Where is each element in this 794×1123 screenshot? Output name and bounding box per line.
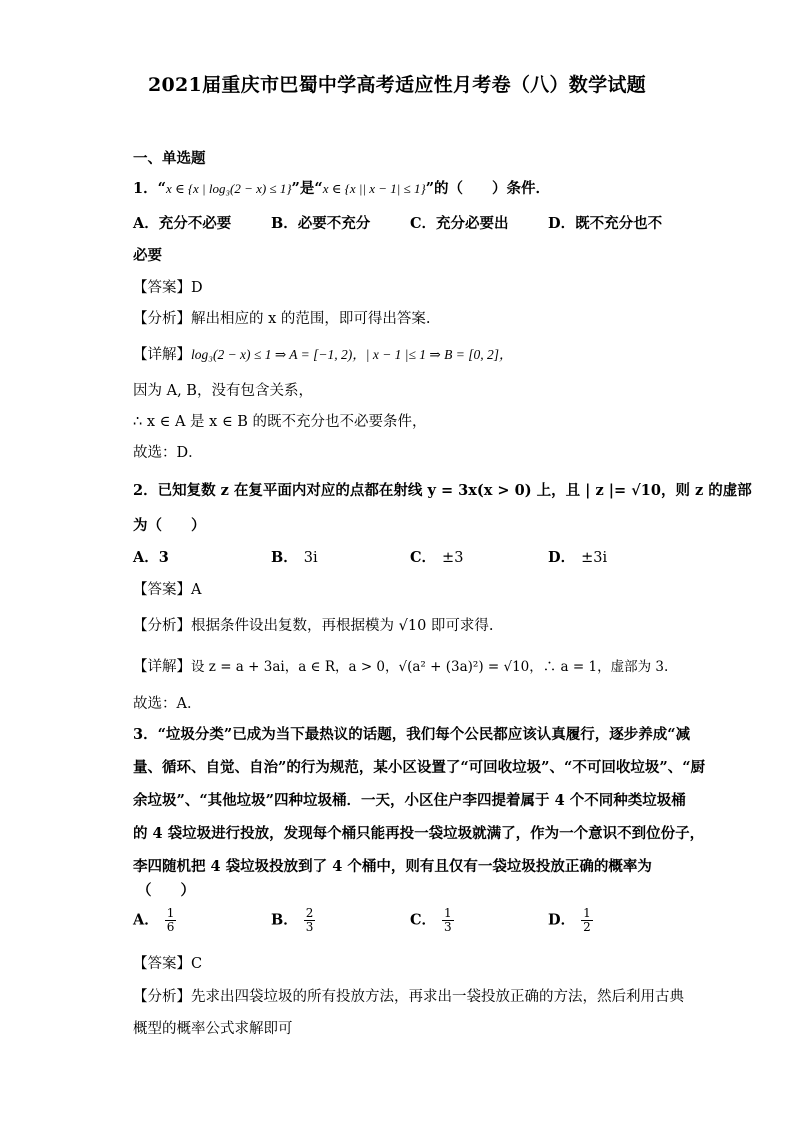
question-1-math-set-a: x ∈ {x | log₃(2 − x) ≤ 1} — [165, 181, 292, 196]
question-2-answer: 【答案】A — [133, 582, 202, 598]
question-1-detail: 【详解】log₃(2 − x) ≤ 1 ⇒ A = [−1, 2)，| x − 1 |≤ 1 ⇒ B = [0, 2]， — [133, 347, 513, 363]
question-2-stem-line-1: 2．已知复数 z 在复平面内对应的点都在射线 y = 3x(x > 0) 上，且 | z |= √10，则 z 的虚部 — [133, 482, 752, 499]
question-3-stem-line-6: （ ） — [137, 882, 195, 899]
question-3-stem-line-5: 李四随机把 4 袋垃圾投放到了 4 个桶中，则有且仅有一袋垃圾投放正确的概率为 — [133, 858, 652, 875]
question-3-option-b-fraction: $\frac{2}{3}$ — [305, 906, 314, 934]
page-title: 2021届重庆市巴蜀中学高考适应性月考卷（八）数学试题 — [148, 74, 646, 96]
question-1-option-d-wrap: 必要 — [133, 247, 162, 264]
question-1-stem — [133, 177, 550, 198]
question-3-option-c-fraction: $\frac{1}{3}$ — [444, 906, 452, 934]
question-3-stem-line-1: 3．“垃圾分类”已成为当下最热议的话题，我们每个公民都应该认真履行，逐步养成“减 — [133, 726, 691, 743]
question-2-option-d: D． ±3i — [548, 549, 608, 566]
question-3-stem-line-3: 余垃圾”、“其他垃圾”四种垃圾桶．一天，小区住户李四提着属于 4 个不同种类垃圾桶 — [133, 792, 686, 809]
question-3-option-d-fraction: $\frac{1}{2}$ — [583, 906, 591, 934]
question-1-option-d: D．既不充分也不 — [548, 215, 663, 232]
question-1-choice: 故选：D． — [133, 445, 203, 461]
question-1-answer-value: D — [191, 280, 203, 296]
question-1-option-b: B．必要不充分 — [271, 215, 371, 232]
question-1-detail-2: 因为 A, B，没有包含关系， — [133, 383, 313, 399]
question-3-answer-value: C — [191, 956, 203, 972]
question-3-option-b: B． $\frac{2}{3}$ — [271, 906, 314, 934]
question-1-option-a: A．充分不必要 — [133, 215, 232, 232]
question-1-mid: ”是“ — [291, 180, 323, 197]
question-2-option-c: C． ±3 — [410, 549, 464, 566]
question-2-choice: 故选：A． — [133, 696, 202, 712]
question-3-option-c: C． $\frac{1}{3}$ — [410, 906, 452, 934]
question-3-option-a-fraction: $\frac{1}{6}$ — [166, 906, 175, 934]
question-3-analysis-line-2: 概型的概率公式求解即可 — [133, 1021, 293, 1037]
question-3-option-a: A． $\frac{1}{6}$ — [133, 906, 175, 934]
question-2-detail: 【详解】设 z = a + 3ai，a ∈ R，a > 0，√(a² + (3a)²) = √10，∴ a = 1，虚部为 3. — [133, 659, 669, 675]
question-1-suffix: ”的（ ）条件． — [425, 180, 551, 197]
question-1-math-set-b: x ∈ {x || x − 1| ≤ 1} — [322, 181, 426, 196]
question-2-option-b: B． 3i — [271, 549, 318, 566]
question-3-answer: 【答案】C — [133, 956, 203, 972]
section-heading: 一、单选题 — [133, 150, 206, 167]
question-1-option-c: C．充分必要出 — [410, 215, 509, 232]
question-3-analysis-line-1: 【分析】先求出四袋垃圾的所有投放方法，再求出一袋投放正确的方法，然后利用古典 — [133, 989, 684, 1005]
question-2-stem-line-2: 为（ ） — [133, 517, 206, 534]
question-3-option-d: D． $\frac{1}{2}$ — [548, 906, 591, 934]
question-2-option-a: A．3 — [133, 549, 169, 566]
question-1-answer: 【答案】D — [133, 280, 203, 296]
question-2-analysis: 【分析】根据条件设出复数，再根据模为 √10 即可求得. — [133, 618, 494, 634]
question-1-prefix: 1．“ — [133, 180, 166, 197]
question-1-analysis: 【分析】解出相应的 x 的范围，即可得出答案. — [133, 311, 431, 327]
question-1-detail-3: ∴ x ∈ A 是 x ∈ B 的既不充分也不必要条件， — [133, 414, 427, 430]
question-3-stem-line-4: 的 4 袋垃圾进行投放，发现每个桶只能再投一袋垃圾就满了，作为一个意识不到位份子， — [133, 825, 705, 842]
question-3-stem-line-2: 量、循环、自觉、自治”的行为规范，某小区设置了“可回收垃圾”、“不可回收垃圾”、“厨 — [133, 759, 706, 776]
question-2-answer-value: A — [191, 582, 202, 598]
